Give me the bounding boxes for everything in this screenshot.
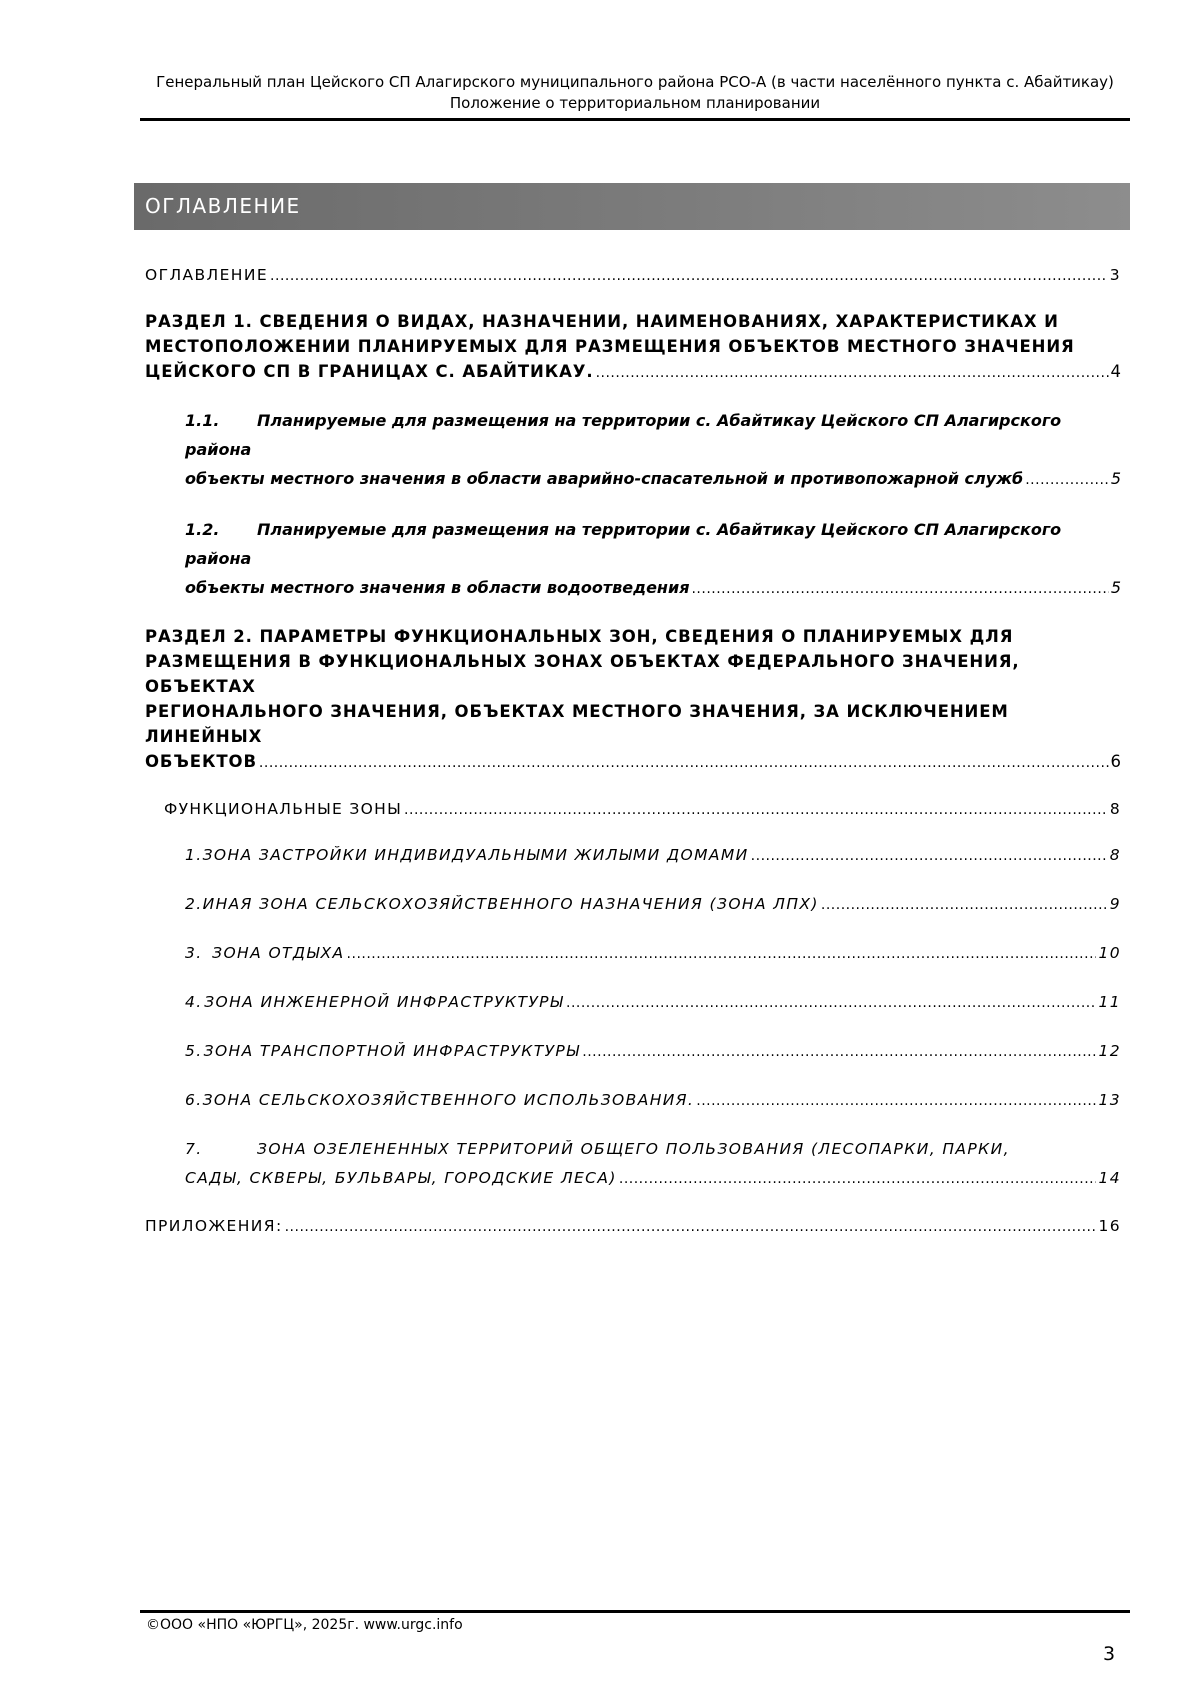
toc-page-number: 11 <box>1098 993 1121 1011</box>
toc-entry-zone-7[interactable] <box>145 1135 1121 1194</box>
toc-entry-title: ПРИЛОЖЕНИЯ: <box>145 1217 283 1235</box>
toc-entry-number: 3. <box>185 944 203 962</box>
dot-leader <box>619 1164 1097 1194</box>
dot-leader <box>696 1086 1096 1116</box>
toc-page-number: 12 <box>1098 1042 1121 1060</box>
toc-page-number: 3 <box>1109 266 1121 284</box>
toc-entry-number: 2. <box>185 895 203 913</box>
toc-entry-title-line: Планируемые для размещения на территории с. Абайтикау Цейского СП Алагирского района <box>185 411 1062 459</box>
toc-page-number: 4 <box>1110 362 1121 381</box>
header-rule <box>140 118 1130 121</box>
toc-entry-title: ЗОНА ТРАНСПОРТНОЙ ИНФРАСТРУКТУРЫ <box>203 1042 581 1060</box>
toc-entry-zone-5[interactable] <box>145 1037 1121 1067</box>
toc-entry-number: 1. <box>185 846 203 864</box>
toc-page-number: 5 <box>1110 578 1121 597</box>
toc-entry-title: ИНАЯ ЗОНА СЕЛЬСКОХОЗЯЙСТВЕННОГО НАЗНАЧЕНИЯ (ЗОНА ЛПХ) <box>202 895 819 913</box>
toc-entry-title-line: ОБЪЕКТОВ <box>145 752 257 771</box>
toc-entry-title-line: МЕСТОПОЛОЖЕНИИ ПЛАНИРУЕМЫХ ДЛЯ РАЗМЕЩЕНИЯ ОБЪЕКТОВ МЕСТНОГО ЗНАЧЕНИЯ <box>145 337 1075 356</box>
dot-leader <box>566 988 1096 1018</box>
toc-page-number: 14 <box>1098 1169 1121 1187</box>
toc-entry-title-line: Планируемые для размещения на территории с. Абайтикау Цейского СП Алагирского района <box>185 520 1062 568</box>
toc-page-number: 10 <box>1098 944 1121 962</box>
dot-leader <box>751 841 1108 871</box>
toc-entry-zone-4[interactable] <box>145 988 1121 1018</box>
footer-rule <box>140 1610 1130 1613</box>
toc-entry-title: ЗОНА ЗАСТРОЙКИ ИНДИВИДУАЛЬНЫМИ ЖИЛЫМИ ДОМАМИ <box>202 846 749 864</box>
table-of-contents <box>145 262 1121 1240</box>
toc-entry-title: ЗОНА ОТДЫХА <box>212 944 345 962</box>
toc-entry-subsection-1-2[interactable] <box>145 515 1121 604</box>
toc-entry-title-line: РАЗДЕЛ 2. ПАРАМЕТРЫ ФУНКЦИОНАЛЬНЫХ ЗОН, СВЕДЕНИЯ О ПЛАНИРУЕМЫХ ДЛЯ <box>145 627 1014 646</box>
toc-entry-title-line: РАЗМЕЩЕНИЯ В ФУНКЦИОНАЛЬНЫХ ЗОНАХ ОБЪЕКТАХ ФЕДЕРАЛЬНОГО ЗНАЧЕНИЯ, ОБЪЕКТАХ <box>145 652 1020 696</box>
toc-entry-title-line: объекты местного значения в области водоотведения <box>185 578 690 597</box>
toc-entry-section-1[interactable] <box>145 309 1121 386</box>
toc-page-number: 8 <box>1109 846 1121 864</box>
toc-page-number: 9 <box>1109 895 1121 913</box>
toc-entry-title: ОГЛАВЛЕНИЕ <box>145 266 269 284</box>
dot-leader <box>270 262 1108 289</box>
dot-leader <box>1025 464 1109 495</box>
toc-entry-zone-3[interactable] <box>145 939 1121 969</box>
toc-entry-title: ЗОНА ИНЖЕНЕРНОЙ ИНФРАСТРУКТУРЫ <box>204 993 564 1011</box>
running-header <box>140 72 1130 114</box>
toc-page-number: 16 <box>1098 1217 1121 1235</box>
toc-page-number: 6 <box>1110 752 1121 771</box>
toc-entry-appendix[interactable] <box>145 1213 1121 1240</box>
dot-leader <box>691 573 1108 604</box>
toc-page-number: 8 <box>1109 800 1121 818</box>
toc-heading-banner: ОГЛАВЛЕНИЕ <box>134 183 1130 230</box>
footer-copyright: ©ООО «НПО «ЮРГЦ», 2025г. www.urgc.info <box>146 1617 463 1633</box>
toc-entry-title-line: ЦЕЙСКОГО СП В ГРАНИЦАХ С. АБАЙТИКАУ. <box>145 362 594 381</box>
dot-leader <box>596 359 1109 386</box>
toc-entry-title: ФУНКЦИОНАЛЬНЫЕ ЗОНЫ <box>164 800 403 818</box>
toc-entry-title-line: ЗОНА ОЗЕЛЕНЕННЫХ ТЕРРИТОРИЙ ОБЩЕГО ПОЛЬЗОВАНИЯ (ЛЕСОПАРКИ, ПАРКИ, <box>257 1140 1010 1158</box>
toc-entry-contents[interactable] <box>145 262 1121 289</box>
toc-entry-title-line: САДЫ, СКВЕРЫ, БУЛЬВАРЫ, ГОРОДСКИЕ ЛЕСА) <box>185 1169 617 1187</box>
dot-leader <box>285 1213 1097 1240</box>
dot-leader <box>404 796 1108 823</box>
toc-entry-number: 6. <box>185 1091 203 1109</box>
toc-entry-zone-2[interactable] <box>145 890 1121 920</box>
toc-entry-number: 5. <box>185 1042 203 1060</box>
toc-page-number: 5 <box>1110 469 1121 488</box>
toc-entry-title-line: РЕГИОНАЛЬНОГО ЗНАЧЕНИЯ, ОБЪЕКТАХ МЕСТНОГО ЗНАЧЕНИЯ, ЗА ИСКЛЮЧЕНИЕМ ЛИНЕЙНЫХ <box>145 702 1009 746</box>
header-document-title: Генеральный план Цейского СП Алагирского муниципального района РСО-А (в части населённого пункта с. Абайтикау) <box>156 73 1114 91</box>
toc-entry-title-line: РАЗДЕЛ 1. СВЕДЕНИЯ О ВИДАХ, НАЗНАЧЕНИИ, НАИМЕНОВАНИЯХ, ХАРАКТЕРИСТИКАХ И <box>145 312 1059 331</box>
toc-entry-number: 1.1. <box>185 411 220 430</box>
toc-entry-zone-6[interactable] <box>145 1086 1121 1116</box>
toc-entry-subsection-1-1[interactable] <box>145 406 1121 495</box>
toc-page-number: 13 <box>1098 1091 1121 1109</box>
toc-entry-zone-1[interactable] <box>145 841 1121 871</box>
toc-entry-title: ЗОНА СЕЛЬСКОХОЗЯЙСТВЕННОГО ИСПОЛЬЗОВАНИЯ. <box>202 1091 695 1109</box>
dot-leader <box>259 749 1109 776</box>
toc-entry-number: 4. <box>185 993 203 1011</box>
header-document-subtitle: Положение о территориальном планировании <box>449 94 821 112</box>
dot-leader <box>821 890 1108 920</box>
toc-entry-section-2[interactable] <box>145 624 1121 776</box>
toc-entry-title-line: объекты местного значения в области аварийно-спасательной и противопожарной служб <box>185 469 1024 488</box>
dot-leader <box>582 1037 1096 1067</box>
dot-leader <box>347 939 1097 969</box>
toc-entry-number: 7. <box>185 1140 203 1158</box>
toc-entry-number: 1.2. <box>185 520 220 539</box>
toc-entry-functional-zones[interactable] <box>145 796 1121 823</box>
page-number: 3 <box>1103 1643 1116 1665</box>
